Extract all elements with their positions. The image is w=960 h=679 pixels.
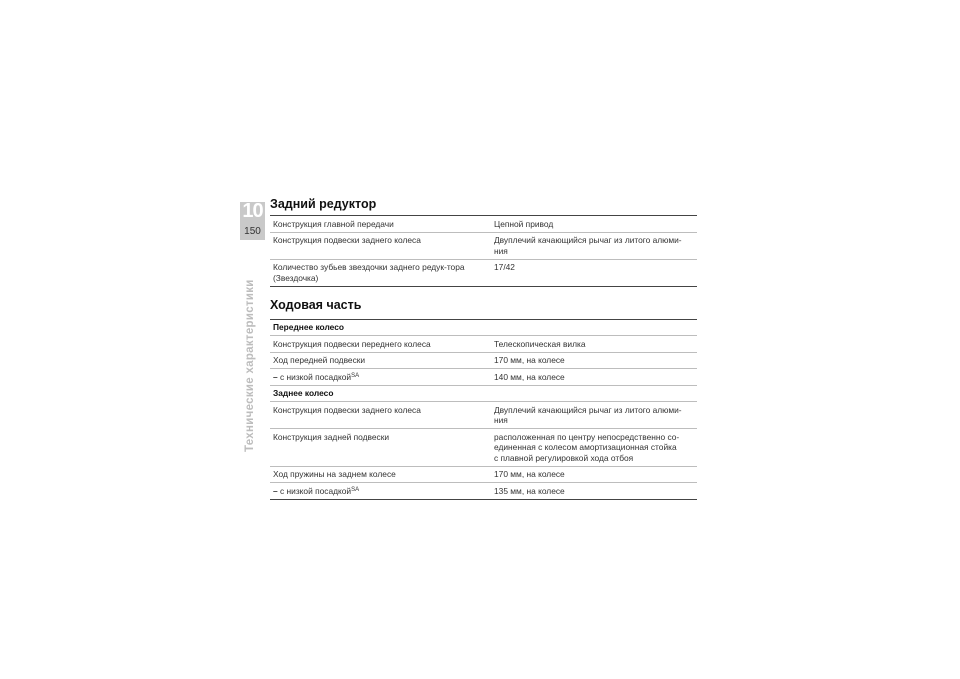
table-row <box>270 483 697 500</box>
row-value: 170 мм, на колесе <box>488 466 697 483</box>
row-value: Цепной привод <box>488 216 697 233</box>
row-value: 170 мм, на колесе <box>488 352 697 369</box>
table-row <box>270 259 697 286</box>
rear-drive-table <box>270 215 697 287</box>
dash-mark: – <box>273 371 278 382</box>
row-label: Конструкция задней подвески <box>270 429 488 467</box>
row-label: – с низкой посадкой$^{SA}$ <box>270 369 488 386</box>
row-label: Конструкция подвески переднего колеса <box>270 336 488 353</box>
row-label: Ход пружины на заднем колесе <box>270 466 488 483</box>
row-label: Конструкция подвески заднего колеса <box>270 232 488 259</box>
row-label: Ход передней подвески <box>270 352 488 369</box>
subsection-header-front: Переднее колесо <box>270 319 697 336</box>
table-row <box>270 336 697 353</box>
table-row <box>270 402 697 429</box>
section-title-rear-drive: Задний редуктор <box>270 197 377 211</box>
row-value: расположенная по центру непосредственно со- единенная с колесом амортизационная стойка с плавной регулировкой хода отбоя <box>488 429 697 467</box>
row-value: Телескопическая вилка <box>488 336 697 353</box>
section-title-chassis: Ходовая часть <box>270 297 362 312</box>
dash-mark: – <box>273 485 278 496</box>
chapter-number: 10 <box>242 200 263 222</box>
row-label: Конструкция подвески заднего колеса <box>270 402 488 429</box>
table-row <box>270 466 697 483</box>
row-label: Конструкция главной передачи <box>270 216 488 233</box>
row-value: Двуплечий качающийся рычаг из литого алюми- ния <box>488 402 697 429</box>
row-label: Количество зубьев звездочки заднего редук-тора (Звездочка) <box>270 259 488 286</box>
row-value: 17/42 <box>488 259 697 286</box>
side-chapter-title: Технические характеристики <box>244 279 256 452</box>
page-number: 150 <box>244 226 261 237</box>
row-label: – с низкой посадкой$^{SA}$ <box>270 483 488 500</box>
table-row <box>270 232 697 259</box>
sa-marker: SA <box>351 486 360 493</box>
chassis-table <box>270 319 697 500</box>
sa-marker: SA <box>351 372 360 379</box>
subsection-header-rear: Заднее колесо <box>270 385 697 402</box>
page-content <box>270 196 697 500</box>
table-row <box>270 216 697 233</box>
table-row <box>270 369 697 386</box>
row-value: Двуплечий качающийся рычаг из литого алюми- ния <box>488 232 697 259</box>
row-value: 135 мм, на колесе <box>488 483 697 500</box>
row-value: 140 мм, на колесе <box>488 369 697 386</box>
table-row <box>270 352 697 369</box>
table-row <box>270 429 697 467</box>
